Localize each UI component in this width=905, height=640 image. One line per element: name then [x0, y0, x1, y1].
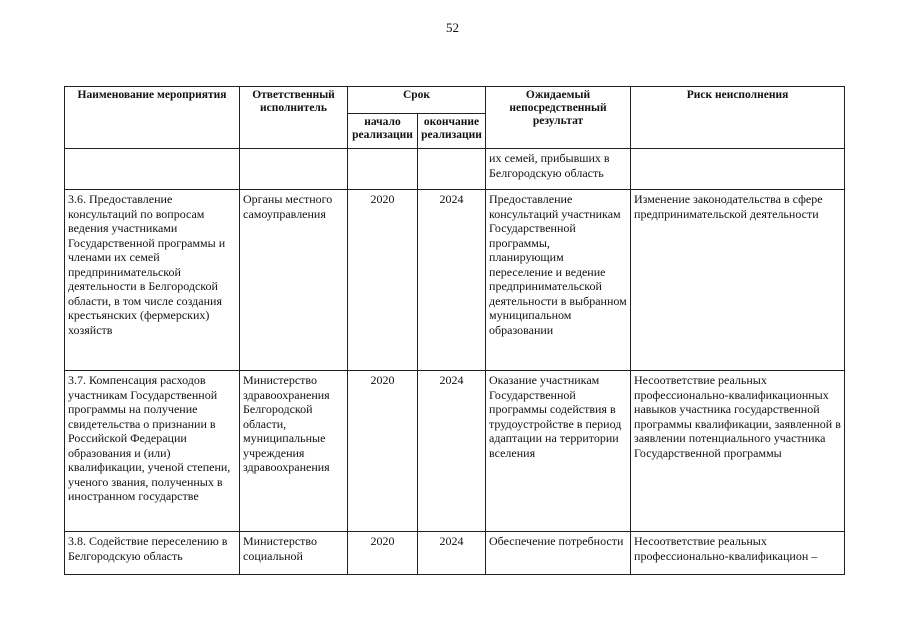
col-header-end: окончание реализации — [418, 114, 486, 149]
cell-event — [65, 149, 240, 190]
cell-executor: Органы местного самоуправления — [240, 190, 348, 371]
cell-end: 2024 — [418, 371, 486, 532]
table-row — [65, 190, 845, 371]
cell-start: 2020 — [348, 371, 418, 532]
cell-risk: Несоответствие реальных профессионально-квалификационных навыков участника государственной программы квалификации, заявленной в заявлении потенциального участника Государственной программы — [631, 371, 845, 532]
cell-result: Предоставление консультаций участникам Государственной программы, планирующим переселение и ведение предпринимательской деятельности в выбранном муниципальном образовании — [486, 190, 631, 371]
cell-result: Оказание участникам Государственной программы содействия в трудоустройстве в период адаптации на территории вселения — [486, 371, 631, 532]
cell-risk: Изменение законодательства в сфере предпринимательской деятельности — [631, 190, 845, 371]
col-header-event: Наименование мероприятия — [65, 87, 240, 149]
program-table — [64, 86, 845, 575]
table-row — [65, 371, 845, 532]
cell-executor — [240, 149, 348, 190]
cell-risk: Несоответствие реальных профессионально-квалификацион – — [631, 532, 845, 575]
table-row — [65, 149, 845, 190]
cell-executor: Министерство здравоохранения Белгородской области, муниципальные учреждения здравоохранения — [240, 371, 348, 532]
cell-executor: Министерство социальной — [240, 532, 348, 575]
cell-start: 2020 — [348, 190, 418, 371]
col-header-term: Срок — [348, 87, 486, 114]
cell-risk — [631, 149, 845, 190]
table-row — [65, 532, 845, 575]
cell-start: 2020 — [348, 532, 418, 575]
col-header-start: начало реализации — [348, 114, 418, 149]
cell-end: 2024 — [418, 532, 486, 575]
col-header-risk: Риск неисполнения — [631, 87, 845, 149]
cell-result: Обеспечение потребности — [486, 532, 631, 575]
header-row — [65, 87, 845, 114]
cell-event: 3.6. Предоставление консультаций по вопросам ведения участниками Государственной программы и членами их семей предпринимательской деятельности в Белгородской области, в том числе создания крестьянских (фермерских) хозяйств — [65, 190, 240, 371]
cell-event: 3.7. Компенсация расходов участникам Государственной программы на получение свидетельства о признании в Российской Федерации образования и (или) квалификации, ученой степени, ученого звания, полученных в иностранном государстве — [65, 371, 240, 532]
cell-end — [418, 149, 486, 190]
cell-result: их семей, прибывших в Белгородскую область — [486, 149, 631, 190]
col-header-executor: Ответственный исполнитель — [240, 87, 348, 149]
cell-end: 2024 — [418, 190, 486, 371]
page-number: 52 — [446, 20, 459, 35]
cell-start — [348, 149, 418, 190]
cell-event: 3.8. Содействие переселению в Белгородскую область — [65, 532, 240, 575]
col-header-result: Ожидаемый непосредственный результат — [486, 87, 631, 149]
